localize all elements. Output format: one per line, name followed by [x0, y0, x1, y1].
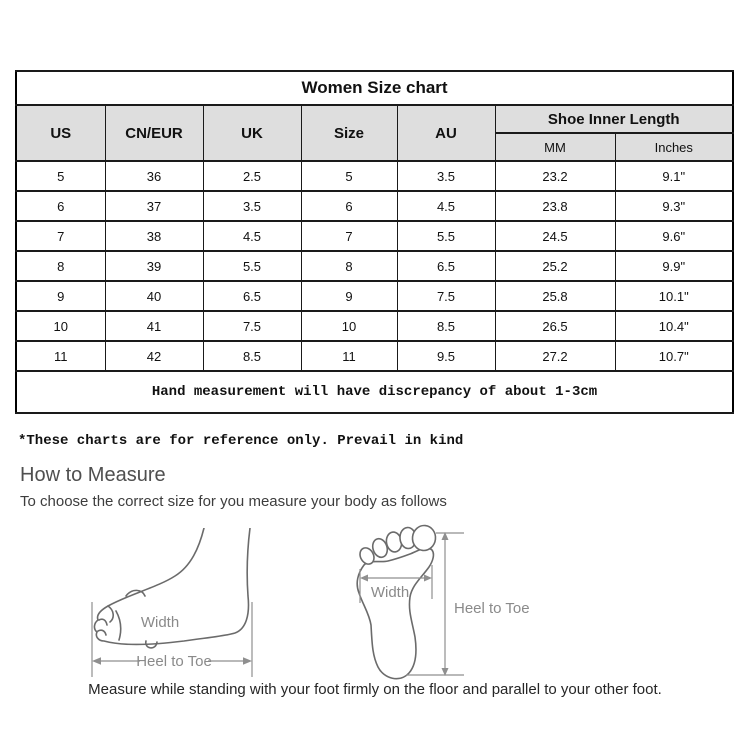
- size-cell: 42: [105, 341, 203, 371]
- size-cell: 24.5: [495, 221, 615, 251]
- size-cell: 41: [105, 311, 203, 341]
- table-row: [16, 251, 733, 281]
- col-header-inches: Inches: [615, 133, 733, 161]
- col-header-us: US: [16, 105, 105, 161]
- col-header-size: Size: [301, 105, 397, 161]
- size-cell: 8: [301, 251, 397, 281]
- size-cell: 6.5: [203, 281, 301, 311]
- size-table-body: [16, 161, 733, 371]
- how-to-measure-heading: How to Measure: [20, 464, 166, 486]
- size-cell: 6.5: [397, 251, 495, 281]
- table-footnote: Hand measurement will have discrepancy of about 1-3cm: [16, 371, 733, 413]
- col-header-cn-eur: CN/EUR: [105, 105, 203, 161]
- size-cell: 2.5: [203, 161, 301, 191]
- table-row: [16, 281, 733, 311]
- size-cell: 27.2: [495, 341, 615, 371]
- footprint-sole-outline: [357, 548, 433, 679]
- col-header-mm: MM: [495, 133, 615, 161]
- size-cell: 10.4": [615, 311, 733, 341]
- table-header-row: [16, 105, 733, 133]
- measure-instruction-caption: Measure while standing with your foot firmly on the floor and parallel to your other foot.: [88, 681, 662, 698]
- table-title: Women Size chart: [16, 71, 733, 105]
- size-cell: 9: [301, 281, 397, 311]
- size-cell: 7: [301, 221, 397, 251]
- side-heel-to-toe-label: Heel to Toe: [136, 653, 212, 670]
- table-title-row: [16, 71, 733, 105]
- size-cell: 5: [16, 161, 105, 191]
- women-size-table: [15, 70, 734, 414]
- col-header-uk: UK: [203, 105, 301, 161]
- top-width-label: Width: [370, 584, 410, 601]
- size-cell: 6: [16, 191, 105, 221]
- size-cell: 25.2: [495, 251, 615, 281]
- size-cell: 5.5: [397, 221, 495, 251]
- side-width-label: Width: [140, 614, 180, 631]
- size-cell: 9.5: [397, 341, 495, 371]
- size-cell: 11: [301, 341, 397, 371]
- table-row: [16, 221, 733, 251]
- size-cell: 9.3": [615, 191, 733, 221]
- size-cell: 40: [105, 281, 203, 311]
- size-cell: 10: [301, 311, 397, 341]
- arrowhead-right: [243, 657, 252, 665]
- size-cell: 10: [16, 311, 105, 341]
- size-cell: 25.8: [495, 281, 615, 311]
- table-row: [16, 311, 733, 341]
- col-header-shoe-inner-length: Shoe Inner Length: [495, 105, 733, 133]
- size-cell: 5: [301, 161, 397, 191]
- size-cell: 7: [16, 221, 105, 251]
- size-cell: 10.1": [615, 281, 733, 311]
- table-row: [16, 341, 733, 371]
- arrowhead-left: [92, 657, 101, 665]
- size-cell: 9.9": [615, 251, 733, 281]
- size-cell: 10.7": [615, 341, 733, 371]
- table-row: [16, 161, 733, 191]
- size-cell: 3.5: [203, 191, 301, 221]
- size-cell: 5.5: [203, 251, 301, 281]
- reference-note: *These charts are for reference only. Prevail in kind: [18, 433, 464, 449]
- size-cell: 7.5: [203, 311, 301, 341]
- toe-big: [411, 524, 436, 551]
- size-cell: 39: [105, 251, 203, 281]
- size-cell: 36: [105, 161, 203, 191]
- table-footnote-row: [16, 371, 733, 413]
- size-cell: 26.5: [495, 311, 615, 341]
- size-cell: 8: [16, 251, 105, 281]
- foot-side-view-diagram: [88, 528, 260, 680]
- size-cell: 4.5: [397, 191, 495, 221]
- size-cell: 11: [16, 341, 105, 371]
- size-cell: 6: [301, 191, 397, 221]
- table-row: [16, 191, 733, 221]
- footprint-top-view-diagram: [350, 523, 550, 688]
- size-cell: 9: [16, 281, 105, 311]
- size-cell: 3.5: [397, 161, 495, 191]
- top-heel-to-toe-label: Heel to Toe: [454, 600, 530, 617]
- size-cell: 4.5: [203, 221, 301, 251]
- size-cell: 9.1": [615, 161, 733, 191]
- size-cell: 38: [105, 221, 203, 251]
- size-cell: 8.5: [397, 311, 495, 341]
- col-header-au: AU: [397, 105, 495, 161]
- size-cell: 23.2: [495, 161, 615, 191]
- size-cell: 7.5: [397, 281, 495, 311]
- how-to-measure-subtitle: To choose the correct size for you measure your body as follows: [20, 493, 447, 510]
- size-cell: 8.5: [203, 341, 301, 371]
- size-cell: 23.8: [495, 191, 615, 221]
- arrowhead-width-right: [424, 575, 432, 582]
- size-cell: 9.6": [615, 221, 733, 251]
- size-cell: 37: [105, 191, 203, 221]
